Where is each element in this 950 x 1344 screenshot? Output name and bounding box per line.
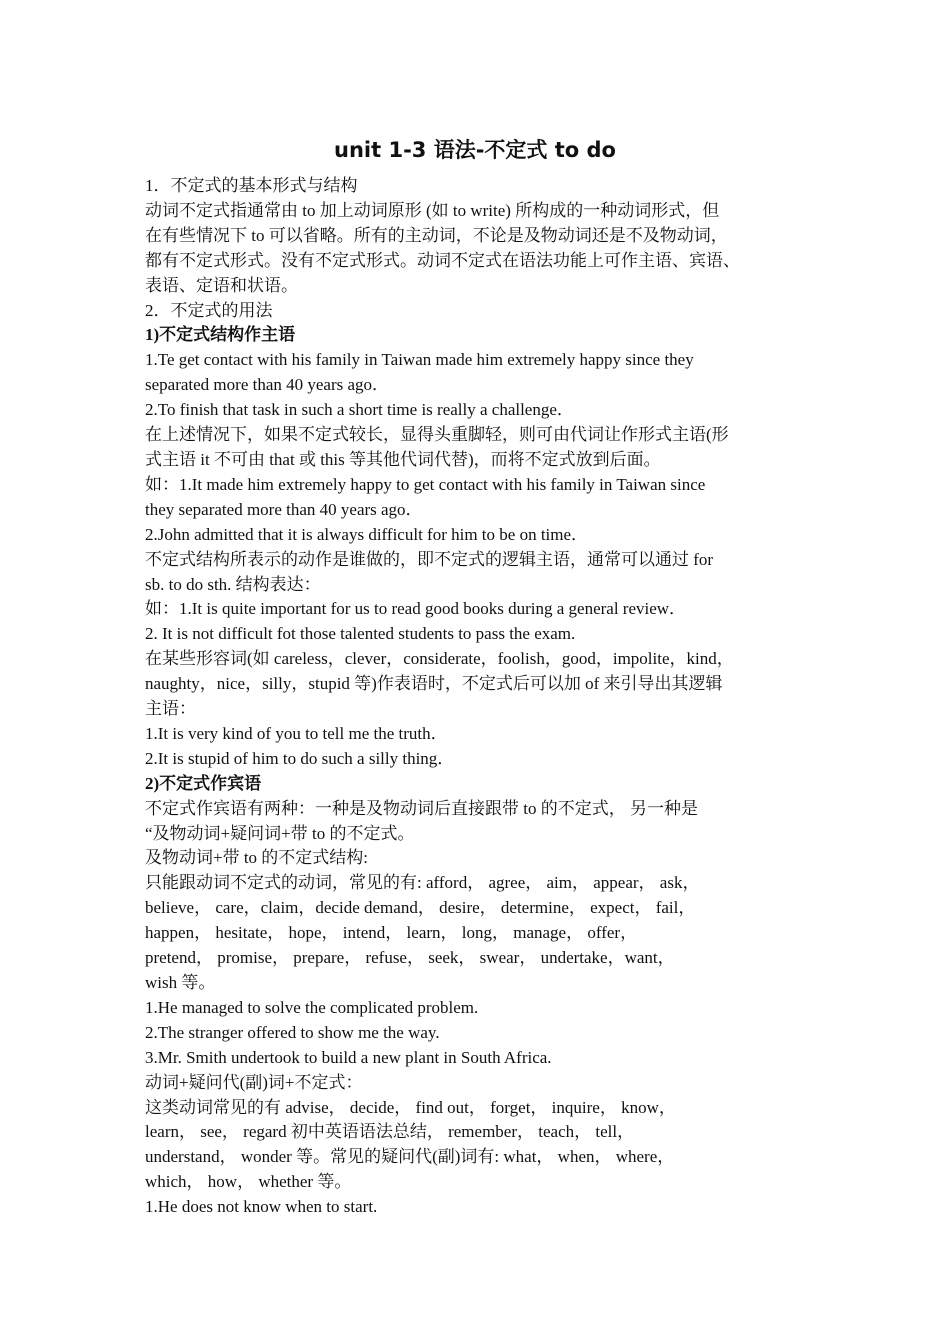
text-line: 表语、定语和状语。 — [145, 275, 298, 295]
text-line: 式主语 it 不可由 that 或 this 等其他代词代替)，而将不定式放到后面。 — [145, 449, 661, 469]
text-line: 如：1.It made him extremely happy to get contact with his family in Taiwan since — [145, 474, 706, 494]
text-line: 都有不定式形式。没有不定式形式。动词不定式在语法功能上可作主语、宾语、 — [145, 250, 740, 270]
text-line: 2. It is not difficult fot those talented students to pass the exam. — [145, 624, 576, 644]
text-line: wish 等。 — [145, 973, 216, 992]
section-heading: 2)不定式作宾语 — [145, 773, 262, 793]
text-line: 3.Mr. Smith undertook to build a new plant in South Africa. — [145, 1047, 552, 1067]
text-line: 1.Te get contact with his family in Taiwan made him extremely happy since they — [145, 350, 694, 370]
text-line: 只能跟动词不定式的动词，常见的有: afford， agree， aim， appear， ask， — [145, 873, 700, 893]
text-line: learn， see， regard 初中英语语法总结， remember， teach， tell， — [145, 1122, 635, 1142]
text-line: 不定式结构所表示的动作是谁做的，即不定式的逻辑主语，通常可以通过 for — [145, 549, 714, 569]
text-line: pretend， promise， prepare， refuse， seek， swear， undertake，want， — [145, 948, 675, 968]
text-line: 在某些形容词(如 careless，clever，considerate，foolish，good，impolite，kind， — [145, 649, 734, 669]
text-line: 主语： — [145, 699, 196, 719]
text-line: 2.It is stupid of him to do such a silly thing． — [145, 748, 455, 768]
text-line: they separated more than 40 years ago． — [145, 499, 423, 519]
text-line: naughty，nice，silly，stupid 等)作表语时，不定式后可以加 of 来引导出其逻辑 — [145, 674, 723, 694]
text-line: believe， care，claim，decide demand， desire， determine， expect， fail， — [145, 898, 696, 918]
text-line: 1.He does not know when to start. — [145, 1197, 378, 1217]
text-line: happen， hesitate， hope， intend， learn， long， manage， offer， — [145, 923, 638, 943]
text-line: 2.To finish that task in such a short time is really a challenge． — [145, 400, 574, 420]
text-line: 2.John admitted that it is always difficult for him to be on time． — [145, 524, 589, 544]
text-line: 及物动词+带 to 的不定式结构: — [145, 848, 369, 868]
text-line: 1.He managed to solve the complicated problem. — [145, 997, 479, 1017]
text-line: which， how， whether 等。 — [145, 1172, 352, 1192]
text-line: sb. to do sth. 结构表达： — [145, 574, 321, 594]
text-line: separated more than 40 years ago． — [145, 375, 390, 395]
section-heading: 1)不定式结构作主语 — [145, 325, 296, 345]
text-line: 2．不定式的用法 — [145, 300, 273, 320]
text-line: 2.The stranger offered to show me the way. — [145, 1022, 440, 1042]
text-line: understand， wonder 等。常见的疑问代(副)词有: what， when， where， — [145, 1147, 675, 1167]
document-body — [145, 174, 825, 1220]
text-line: 动词不定式指通常由 to 加上动词原形 (如 to write) 所构成的一种动词形式，但 — [145, 200, 720, 220]
text-line: 在有些情况下 to 可以省略。所有的主动词，不论是及物动词还是不及物动词， — [145, 225, 728, 245]
text-line: 动词+疑问代(副)词+不定式： — [145, 1072, 363, 1092]
document-title: unit 1-3 语法-不定式 to do — [334, 138, 616, 162]
text-line: 这类动词常见的有 advise， decide， find out， forget， inquire， know， — [145, 1097, 676, 1117]
text-line: “及物动词+疑问词+带 to 的不定式。 — [145, 823, 415, 843]
text-line: 在上述情况下，如果不定式较长，显得头重脚轻，则可由代词让作形式主语(形 — [145, 425, 729, 445]
text-line: 1.It is very kind of you to tell me the truth． — [145, 723, 448, 743]
text-line: 1．不定式的基本形式与结构 — [145, 176, 358, 195]
text-line: 不定式作宾语有两种：一种是及物动词后直接跟带 to 的不定式， 另一种是 — [145, 798, 698, 818]
text-line: 如：1.It is quite important for us to read good books during a general review． — [145, 599, 687, 619]
